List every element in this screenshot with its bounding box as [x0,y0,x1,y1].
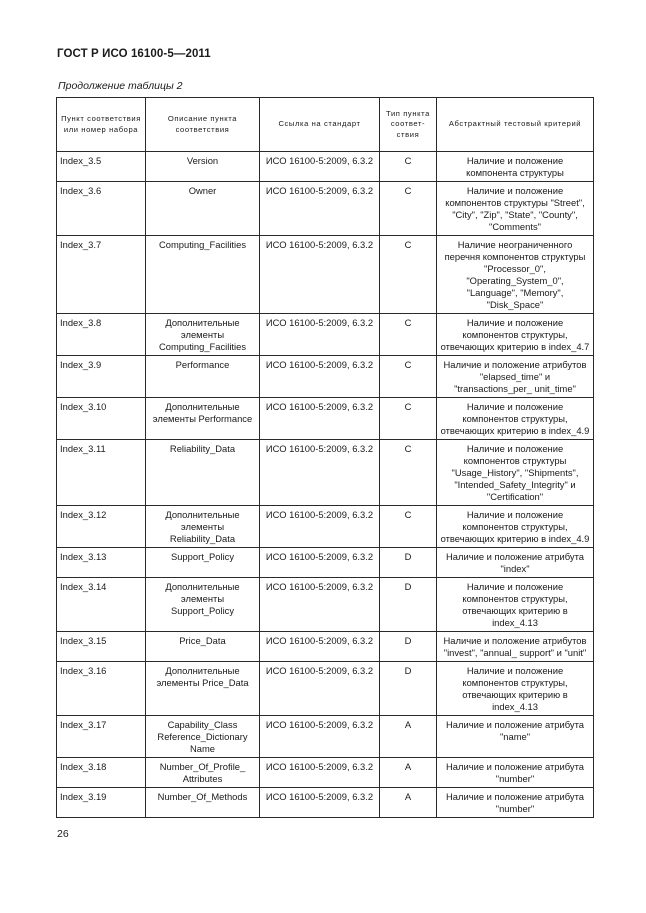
cell-item-id: Index_3.15 [57,632,146,662]
document-standard-title: ГОСТ Р ИСО 16100-5—2011 [57,48,211,60]
cell-item-id: Index_3.6 [57,182,146,236]
cell-conformance-type: A [380,788,437,818]
cell-test-criterion: Наличие и положение атрибутов "elapsed_time" и "transactions_per_ unit_time" [437,356,594,398]
cell-description: Дополнительные элементы Performance [146,398,260,440]
cell-description: Price_Data [146,632,260,662]
cell-conformance-type: C [380,440,437,506]
table-row [57,182,594,236]
cell-conformance-type: A [380,758,437,788]
conformance-table [56,97,594,818]
table-body [57,152,594,818]
cell-standard-reference: ИСО 16100-5:2009, 6.3.2 [260,506,380,548]
table-header-row [57,98,594,152]
cell-description: Support_Policy [146,548,260,578]
cell-test-criterion: Наличие и положение атрибута "number" [437,788,594,818]
cell-test-criterion: Наличие и положение компонентов структуры "Street", "City", "Zip", "State", "County", "Comments" [437,182,594,236]
table-row [57,152,594,182]
cell-standard-reference: ИСО 16100-5:2009, 6.3.2 [260,758,380,788]
column-header-id: Пункт соответствия или номер набора [57,98,146,152]
cell-item-id: Index_3.13 [57,548,146,578]
cell-standard-reference: ИСО 16100-5:2009, 6.3.2 [260,440,380,506]
cell-description: Performance [146,356,260,398]
table-row [57,578,594,632]
cell-item-id: Index_3.5 [57,152,146,182]
cell-description: Дополнительные элементы Support_Policy [146,578,260,632]
cell-standard-reference: ИСО 16100-5:2009, 6.3.2 [260,788,380,818]
cell-description: Дополнительные элементы Price_Data [146,662,260,716]
cell-standard-reference: ИСО 16100-5:2009, 6.3.2 [260,578,380,632]
column-header-type: Тип пункта соответ-ствия [380,98,437,152]
cell-item-id: Index_3.8 [57,314,146,356]
cell-description: Дополнительные элементы Reliability_Data [146,506,260,548]
cell-conformance-type: D [380,632,437,662]
cell-description: Version [146,152,260,182]
cell-standard-reference: ИСО 16100-5:2009, 6.3.2 [260,236,380,314]
cell-test-criterion: Наличие и положение компонента структуры [437,152,594,182]
cell-standard-reference: ИСО 16100-5:2009, 6.3.2 [260,314,380,356]
cell-conformance-type: D [380,662,437,716]
table-row [57,662,594,716]
cell-description: Owner [146,182,260,236]
table-row [57,632,594,662]
cell-item-id: Index_3.16 [57,662,146,716]
column-header-criterion: Абстрактный тестовый критерий [437,98,594,152]
cell-description: Дополнительные элементы Computing_Facilities [146,314,260,356]
cell-item-id: Index_3.9 [57,356,146,398]
column-header-reference: Ссылка на стандарт [260,98,380,152]
cell-test-criterion: Наличие и положение атрибута "name" [437,716,594,758]
cell-standard-reference: ИСО 16100-5:2009, 6.3.2 [260,632,380,662]
cell-standard-reference: ИСО 16100-5:2009, 6.3.2 [260,356,380,398]
column-header-description: Описание пункта соответствия [146,98,260,152]
cell-standard-reference: ИСО 16100-5:2009, 6.3.2 [260,662,380,716]
cell-conformance-type: C [380,314,437,356]
cell-test-criterion: Наличие и положение компонентов структуры, отвечающих критерию в index_4.9 [437,398,594,440]
cell-test-criterion: Наличие и положение атрибутов "invest", "annual_ support" и "unit" [437,632,594,662]
table-row [57,788,594,818]
cell-item-id: Index_3.17 [57,716,146,758]
cell-item-id: Index_3.14 [57,578,146,632]
page-number: 26 [57,828,69,840]
cell-description: Computing_Facilities [146,236,260,314]
cell-item-id: Index_3.10 [57,398,146,440]
cell-test-criterion: Наличие и положение компонентов структуры, отвечающих критерию в index_4.9 [437,506,594,548]
table-row [57,758,594,788]
cell-test-criterion: Наличие неограниченного перечня компонентов структуры "Processor_0", "Operating_System_0", "Language", "Memory", "Disk_Space" [437,236,594,314]
cell-test-criterion: Наличие и положение атрибута "number" [437,758,594,788]
table-row [57,356,594,398]
cell-conformance-type: C [380,398,437,440]
cell-conformance-type: C [380,236,437,314]
table-row [57,506,594,548]
cell-item-id: Index_3.19 [57,788,146,818]
cell-standard-reference: ИСО 16100-5:2009, 6.3.2 [260,398,380,440]
cell-standard-reference: ИСО 16100-5:2009, 6.3.2 [260,152,380,182]
cell-item-id: Index_3.18 [57,758,146,788]
cell-test-criterion: Наличие и положение компонентов структуры, отвечающих критерию в index_4.13 [437,662,594,716]
cell-conformance-type: C [380,152,437,182]
cell-item-id: Index_3.7 [57,236,146,314]
cell-description: Number_Of_Profile_ Attributes [146,758,260,788]
cell-test-criterion: Наличие и положение атрибута "index" [437,548,594,578]
table-continuation-caption: Продолжение таблицы 2 [58,80,183,92]
cell-test-criterion: Наличие и положение компонентов структуры, отвечающих критерию в index_4.13 [437,578,594,632]
table-row [57,236,594,314]
cell-test-criterion: Наличие и положение компонентов структуры, отвечающих критерию в index_4.7 [437,314,594,356]
cell-standard-reference: ИСО 16100-5:2009, 6.3.2 [260,182,380,236]
cell-conformance-type: D [380,578,437,632]
cell-item-id: Index_3.11 [57,440,146,506]
cell-conformance-type: A [380,716,437,758]
table-row [57,440,594,506]
cell-conformance-type: C [380,182,437,236]
cell-conformance-type: D [380,548,437,578]
cell-standard-reference: ИСО 16100-5:2009, 6.3.2 [260,716,380,758]
cell-conformance-type: C [380,506,437,548]
cell-description: Number_Of_Methods [146,788,260,818]
cell-standard-reference: ИСО 16100-5:2009, 6.3.2 [260,548,380,578]
cell-conformance-type: C [380,356,437,398]
table-row [57,548,594,578]
table-row [57,716,594,758]
table-row [57,314,594,356]
cell-item-id: Index_3.12 [57,506,146,548]
cell-description: Reliability_Data [146,440,260,506]
cell-test-criterion: Наличие и положение компонентов структуры "Usage_History", "Shipments", "Intended_Safety_Integrity" и "Certification" [437,440,594,506]
table-row [57,398,594,440]
cell-description: Capability_Class Reference_Dictionary Name [146,716,260,758]
